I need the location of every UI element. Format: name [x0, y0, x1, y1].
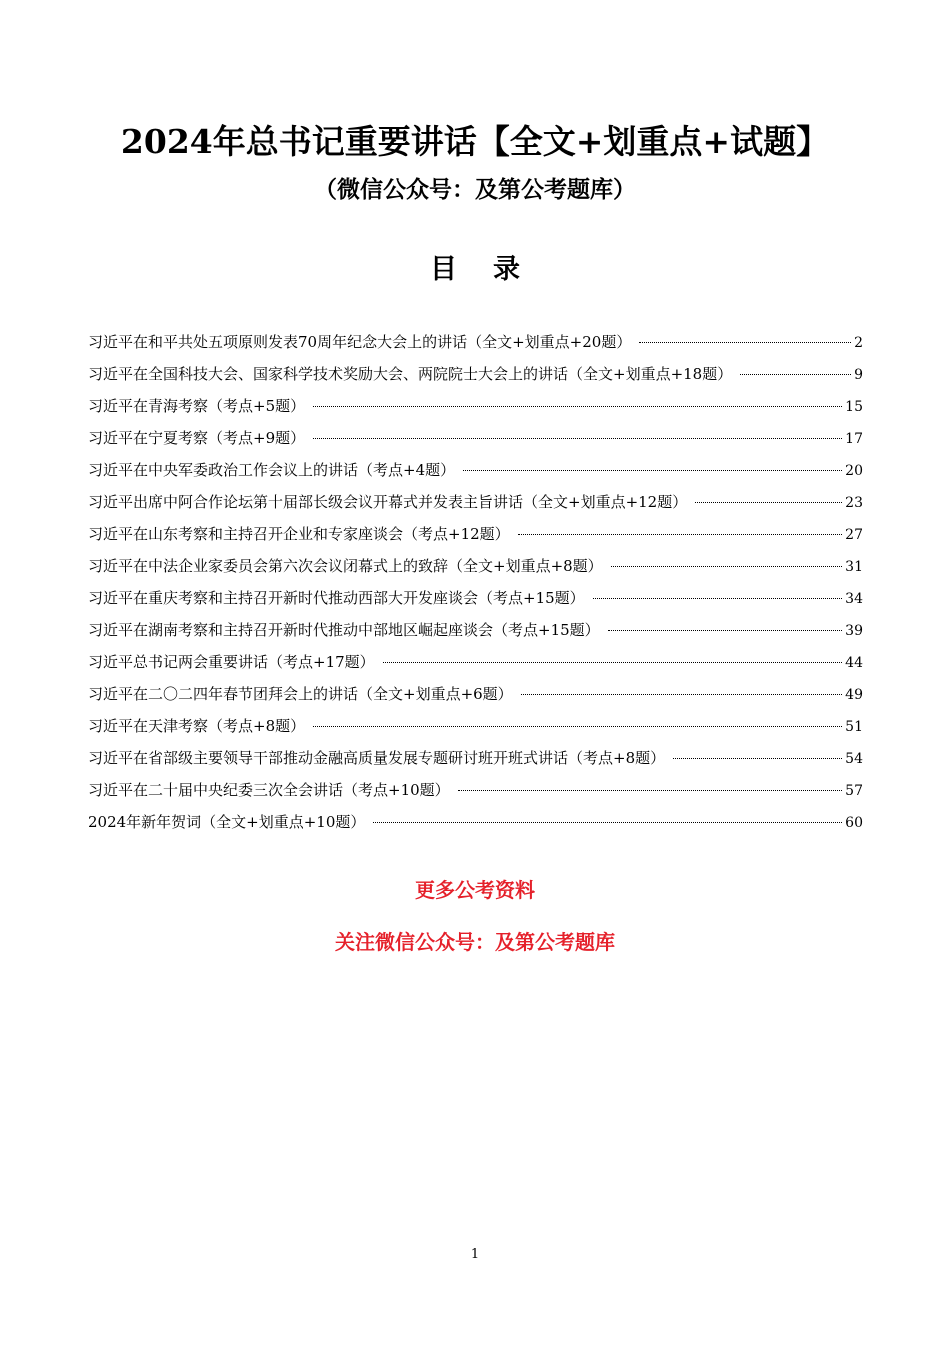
- toc-dot-leader: [611, 566, 842, 567]
- toc-entry-page: 39: [845, 623, 863, 639]
- toc-entry[interactable]: [88, 360, 863, 392]
- toc-entry-page: 2: [854, 335, 863, 351]
- toc-dot-leader: [313, 438, 842, 439]
- toc-dot-leader: [695, 502, 842, 503]
- toc-entry[interactable]: [88, 424, 863, 456]
- toc-entry-title: 习近平在全国科技大会、国家科学技术奖励大会、两院院士大会上的讲话（全文+划重点+18题）: [88, 365, 733, 383]
- toc-entry-title: 习近平在省部级主要领导干部推动金融高质量发展专题研讨班开班式讲话（考点+8题）: [88, 749, 666, 767]
- toc-entry-page: 9: [854, 367, 863, 383]
- toc-entry-page: 31: [845, 559, 863, 575]
- toc-dot-leader: [373, 822, 842, 823]
- toc-entry-title: 习近平在二十届中央纪委三次全会讲话（考点+10题）: [88, 781, 450, 799]
- toc-entry-title: 习近平在中央军委政治工作会议上的讲话（考点+4题）: [88, 461, 456, 479]
- toc-entry[interactable]: [88, 776, 863, 808]
- toc-entry[interactable]: [88, 488, 863, 520]
- toc-heading: 目录: [430, 254, 556, 285]
- toc-entry-title: 习近平在重庆考察和主持召开新时代推动西部大开发座谈会（考点+15题）: [88, 589, 585, 607]
- page-number: 1: [470, 1247, 480, 1262]
- document-subtitle: （微信公众号：及第公考题库）: [314, 176, 636, 203]
- toc-entry-title: 习近平总书记两会重要讲话（考点+17题）: [88, 653, 375, 671]
- toc-dot-leader: [593, 598, 843, 599]
- toc-entry-title: 习近平在和平共处五项原则发表70周年纪念大会上的讲话（全文+划重点+20题）: [88, 333, 632, 351]
- toc-entry[interactable]: [88, 616, 863, 648]
- toc-entry-page: 15: [845, 399, 863, 415]
- toc-entry-page: 57: [845, 783, 863, 799]
- toc-dot-leader: [518, 534, 843, 535]
- toc-dot-leader: [458, 790, 843, 791]
- toc-entry-title: 习近平在湖南考察和主持召开新时代推动中部地区崛起座谈会（考点+15题）: [88, 621, 600, 639]
- toc-entry[interactable]: [88, 584, 863, 616]
- toc-entry[interactable]: [88, 648, 863, 680]
- toc-entry[interactable]: [88, 744, 863, 776]
- toc-dot-leader: [313, 726, 842, 727]
- toc-entry-title: 习近平在天津考察（考点+8题）: [88, 717, 306, 735]
- toc-dot-leader: [639, 342, 851, 343]
- toc-entry[interactable]: [88, 552, 863, 584]
- toc-entry[interactable]: [88, 520, 863, 552]
- toc-entry[interactable]: [88, 456, 863, 488]
- toc-entry-page: 20: [845, 463, 863, 479]
- toc-entry-title: 习近平在中法企业家委员会第六次会议闭幕式上的致辞（全文+划重点+8题）: [88, 557, 603, 575]
- toc-entry-page: 54: [845, 751, 863, 767]
- toc-dot-leader: [608, 630, 843, 631]
- toc-entry-page: 49: [845, 687, 863, 703]
- toc-dot-leader: [383, 662, 843, 663]
- toc-entry-page: 23: [845, 495, 863, 511]
- toc-entry-page: 17: [845, 431, 863, 447]
- toc-dot-leader: [313, 406, 842, 407]
- toc-entry-title: 习近平在宁夏考察（考点+9题）: [88, 429, 306, 447]
- toc-entry-page: 60: [845, 815, 863, 831]
- toc-entry-title: 习近平在青海考察（考点+5题）: [88, 397, 306, 415]
- toc-entry-page: 51: [845, 719, 863, 735]
- table-of-contents: [88, 328, 863, 840]
- toc-entry-title: 习近平在山东考察和主持召开企业和专家座谈会（考点+12题）: [88, 525, 510, 543]
- toc-entry[interactable]: [88, 712, 863, 744]
- toc-entry[interactable]: [88, 392, 863, 424]
- promo-more-materials: 更多公考资料: [415, 878, 535, 902]
- document-title: 2024年总书记重要讲话【全文+划重点+试题】: [120, 122, 830, 161]
- promo-follow-account: 关注微信公众号：及第公考题库: [335, 930, 615, 954]
- toc-entry-title: 2024年新年贺词（全文+划重点+10题）: [88, 813, 366, 831]
- toc-entry-title: 习近平出席中阿合作论坛第十届部长级会议开幕式并发表主旨讲话（全文+划重点+12题）: [88, 493, 688, 511]
- toc-entry-page: 34: [845, 591, 863, 607]
- toc-entry[interactable]: [88, 808, 863, 840]
- toc-entry-page: 44: [845, 655, 863, 671]
- toc-entry-page: 27: [845, 527, 863, 543]
- toc-dot-leader: [521, 694, 842, 695]
- toc-entry[interactable]: [88, 328, 863, 360]
- toc-entry[interactable]: [88, 680, 863, 712]
- toc-dot-leader: [740, 374, 851, 375]
- toc-dot-leader: [673, 758, 842, 759]
- toc-dot-leader: [463, 470, 842, 471]
- toc-entry-title: 习近平在二〇二四年春节团拜会上的讲话（全文+划重点+6题）: [88, 685, 513, 703]
